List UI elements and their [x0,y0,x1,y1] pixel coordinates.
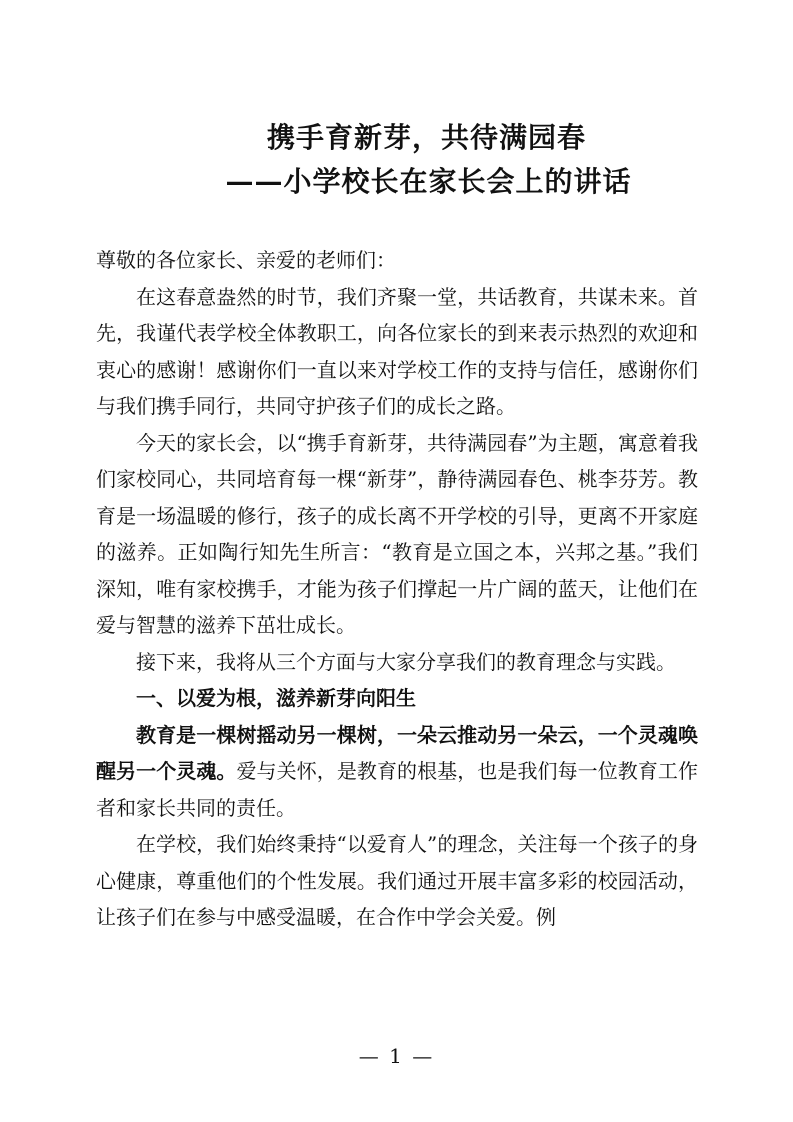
page-number: — 1 — [358,1044,435,1068]
section1-paragraph-1 [96,717,698,827]
section-heading-1: 一、以爱为根，滋养新芽向阳生 [136,686,416,710]
document-title: 携手育新芽，共待满园春 [266,121,586,154]
document-body [96,242,698,936]
paragraph-3: 接下来，我将从三个方面与大家分享我们的教育理念与实践。 [136,649,676,674]
section1-lead-text: 爱与关怀，是教育的根基，也是我们每一位教育工作者和家长共同的责任。 [96,759,699,820]
salutation: 尊敬的各位家长、亲爱的老师们： [96,248,396,272]
document-subtitle: ——小学校长在家长会上的讲话 [225,165,632,198]
section1-lead-quote: 教育是一棵树摇动另一棵树，一朵云推动另一朵云，一个灵魂唤醒另一个灵魂。 [96,722,698,783]
paragraph-1: 在这春意盎然的时节，我们齐聚一堂，共话教育，共谋未来。首先，我谨代表学校全体教职工，向各位家长的到来表示热烈的欢迎和衷心的感谢！感谢你们一直以来对学校工作的支持与信任，感谢你们与我们携手同行，共同守护孩子们的成长之路。 [96,284,698,418]
section1-paragraph-2: 在学校，我们始终秉持“以爱育人”的理念，关注每一个孩子的身心健康，尊重他们的个性发展。我们通过开展丰富多彩的校园活动，让孩子们在参与中感受温暖，在合作中学会关爱。例 [96,832,698,929]
paragraph-2: 今天的家长会，以“携手育新芽，共待满园春”为主题，寓意着我们家校同心，共同培育每一棵“新芽”，静待满园春色、桃李芬芳。教育是一场温暖的修行，孩子的成长离不开学校的引导，更离不开家庭的滋养。正如陶行知先生所言：“教育是立国之本，兴邦之基。”我们深知，唯有家校携手，才能为孩子们撑起一片广阔的蓝天，让他们在爱与智慧的滋养下茁壮成长。 [96,430,698,637]
